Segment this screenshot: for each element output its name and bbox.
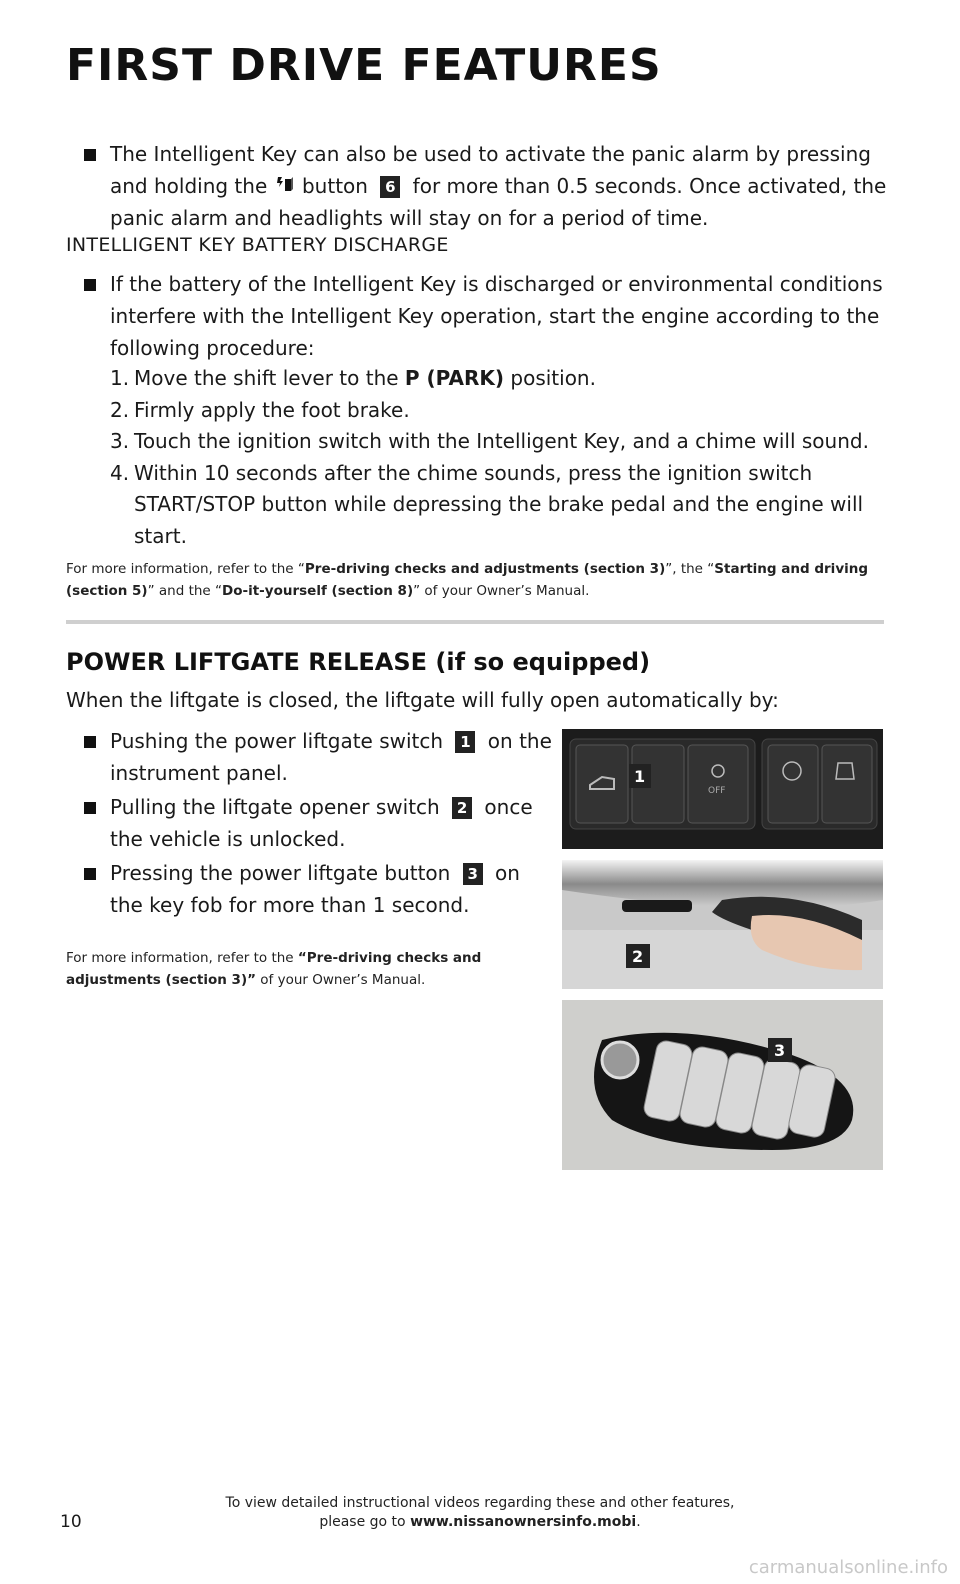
key-fob-photo [562,1000,883,1170]
step-text: Within 10 seconds after the chime sounds, press the ignition switch START/STOP button while depressing the brake pedal and the engine will start. [134,460,864,548]
item-text-after: once the vehicle is unlocked. [110,795,533,851]
watermark: carmanualsonline.info [748,1557,948,1578]
step-number: 2. [110,397,130,422]
manual-reference-note [66,947,546,991]
callout-badge: 3 [463,863,483,885]
ref-bold: Do-it-yourself (section 8) [222,583,414,599]
liftgate-item [66,725,552,789]
footer-line-1: To view detailed instructional videos regarding these and other features, [225,1495,735,1511]
ref-text: For more information, refer to the [66,950,298,966]
item-text: Pulling the liftgate opener switch [110,795,447,819]
liftgate-opener-photo [562,860,883,989]
step-number: 3. [110,429,130,453]
photo-callout-2: 2 [632,947,644,966]
ref-bold: Pre-driving checks and adjustments (section 3) [304,561,666,577]
step-item [110,363,900,395]
liftgate-methods-list [66,725,552,923]
step-item [110,458,900,553]
page-title: FIRST DRIVE FEATURES [66,40,662,91]
ref-text: ” of your Owner’s Manual. [413,583,590,599]
battery-list [66,268,892,364]
footer-text: please go to [319,1514,411,1530]
footer-line-2 [0,1513,960,1532]
item-text: Pressing the power liftgate button [110,861,457,885]
step-item [110,395,900,427]
step-item [110,426,900,458]
liftgate-intro: When the liftgate is closed, the liftgate will fully open automatically by: [66,688,779,712]
photo-callout-1: 1 [634,767,646,786]
panic-alarm-list [66,138,892,234]
ref-text: ” and the “ [147,583,223,599]
battery-item: If the battery of the Intelligent Key is discharged or environmental conditions interfere with the Intelligent Key operation, start the engine according to the following procedure: [66,268,892,364]
callout-badge: 2 [452,797,472,819]
ref-text: For more information, refer to the “ [66,561,305,577]
liftgate-item [66,791,552,855]
item-text-after: on the instrument panel. [110,729,552,785]
step-bold: P (PARK) [404,366,505,390]
callout-badge: 1 [455,731,475,753]
battery-discharge-heading: INTELLIGENT KEY BATTERY DISCHARGE [66,234,449,256]
photo-callout-3: 3 [774,1041,786,1060]
step-text: Firmly apply the foot brake. [134,397,410,422]
callout-badge: 6 [380,176,400,198]
step-number: 1. [110,366,130,390]
instrument-panel-photo [562,729,883,849]
panic-text-button: button [295,174,375,198]
switch-off-label: OFF [708,786,726,796]
ref-bold: “Pre-driving checks and adjustments (section 3)” [66,950,482,988]
liftgate-item [66,857,552,921]
ref-bold: Starting and driving (section 5) [66,561,869,599]
ref-text: ”, the “ [665,561,715,577]
step-text: Touch the ignition switch with the Intelligent Key, and a chime will sound. [134,429,869,453]
start-procedure-steps [110,363,900,552]
panic-text-after: for more than 0.5 seconds. Once activated, the panic alarm and headlights will stay on for a period of time. [110,174,887,230]
footer-note [0,1494,960,1532]
section-divider [66,620,884,624]
panic-button-icon [276,175,294,195]
page-number: 10 [60,1512,82,1532]
item-text-after: on the key fob for more than 1 second. [110,861,520,917]
panic-text-before: The Intelligent Key can also be used to activate the panic alarm by pressing and holding the [110,142,871,198]
ref-text: of your Owner’s Manual. [256,972,426,988]
footer-link[interactable]: www.nissanownersinfo.mobi [410,1514,637,1530]
item-text: Pushing the power liftgate switch [110,729,450,753]
footer-text-end: . [636,1514,641,1530]
manual-reference-note [66,558,896,602]
section-title: POWER LIFTGATE RELEASE (if so equipped) [66,648,651,676]
step-text-after: position. [504,366,596,390]
step-number: 4. [110,460,130,485]
step-text: Move the shift lever to the [134,366,405,390]
panic-alarm-item [66,138,892,234]
